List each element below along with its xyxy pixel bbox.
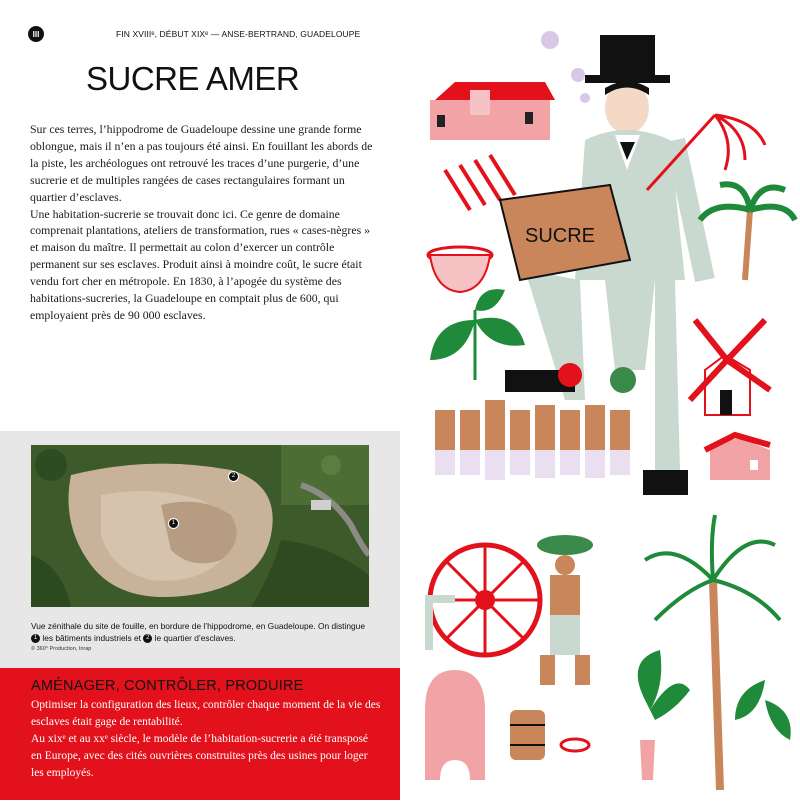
porter-figure-icon (537, 535, 593, 685)
caption-marker-2: 2 (143, 634, 152, 643)
photo-block (0, 431, 400, 668)
intro-paragraph-2: Une habitation-sucrerie se trouvait donc ici. Ce genre de domaine comprenait plantations, ateliers de transformation, rues « cases-nègres » et maison du maître. Il permettait au colon d’exercer un contrôle permanent sur ses esclaves. Produit ainsi à moindre coût, le sucre était vendu fort cher en métropole. En 1830, à l’apogée du système des habitations-sucreries, la Guadeloupe en comptait plus de 600, qui employaient près de 90 000 esclaves. (30, 206, 371, 322)
caption-part-b: les bâtiments industriels et (42, 632, 142, 643)
photo-marker-1: 1 (168, 518, 179, 529)
caption-part-a: Vue zénithale du site de fouille, en bordure de l’hippodrome, en Guadeloupe. On distingue (31, 621, 365, 631)
intro-paragraph-1: Sur ces terres, l’hippodrome de Guadeloupe dessine une grande forme oblongue, mais il n’en a pas toujours été ainsi. En fouillant les abords de la piste, les archéologues ont retrouvé les traces d’une purgerie, d’une sucrerie et de multiples rangées de cases rectangulaires formant un quartier d’esclaves. (30, 122, 373, 204)
running-header: FIN XVIIIᵉ, DÉBUT XIXᵉ — ANSE-BERTRAND, GUADELOUPE (116, 29, 361, 39)
master-house-icon (430, 82, 555, 140)
section-title: AMÉNAGER, CONTRÔLER, PRODUIRE (31, 678, 304, 694)
photo-marker-2: 2 (228, 471, 239, 482)
hut-icon (705, 435, 770, 480)
water-wheel-icon (425, 545, 540, 655)
page-number-badge: III (28, 26, 44, 42)
illustration-art (415, 20, 800, 800)
coconut-palm-icon (645, 515, 780, 790)
caption-part-c: le quartier d’esclaves. (154, 632, 236, 643)
plant-icon (430, 289, 525, 380)
windmill-icon (690, 320, 770, 415)
section-paragraph-1: Optimiser la configuration des lieux, contrôler chaque moment de la vie des esclaves était gage de rentabilité. (31, 699, 381, 728)
intro-text (30, 121, 375, 324)
photo-credit: © 360° Production, Inrap (31, 646, 92, 652)
photo-caption (31, 621, 376, 644)
palm-tree-icon (700, 184, 795, 280)
basket-icon (428, 247, 492, 292)
aerial-photo-image (31, 445, 369, 607)
caption-marker-1: 1 (31, 634, 40, 643)
sugar-sack-label: SUCRE (525, 225, 596, 247)
section-text (31, 697, 381, 782)
still-and-barrel-icon (425, 670, 589, 780)
page-title: SUCRE AMER (86, 60, 300, 97)
illustration (415, 20, 800, 800)
aerial-photo (31, 445, 369, 607)
section-paragraph-2: Au xixᵉ et au xxᵉ siècle, le modèle de l’habitation-sucrerie a été transposé en Europe, avec des cités ouvrières construites près des usines pour loger les employés. (31, 733, 369, 779)
